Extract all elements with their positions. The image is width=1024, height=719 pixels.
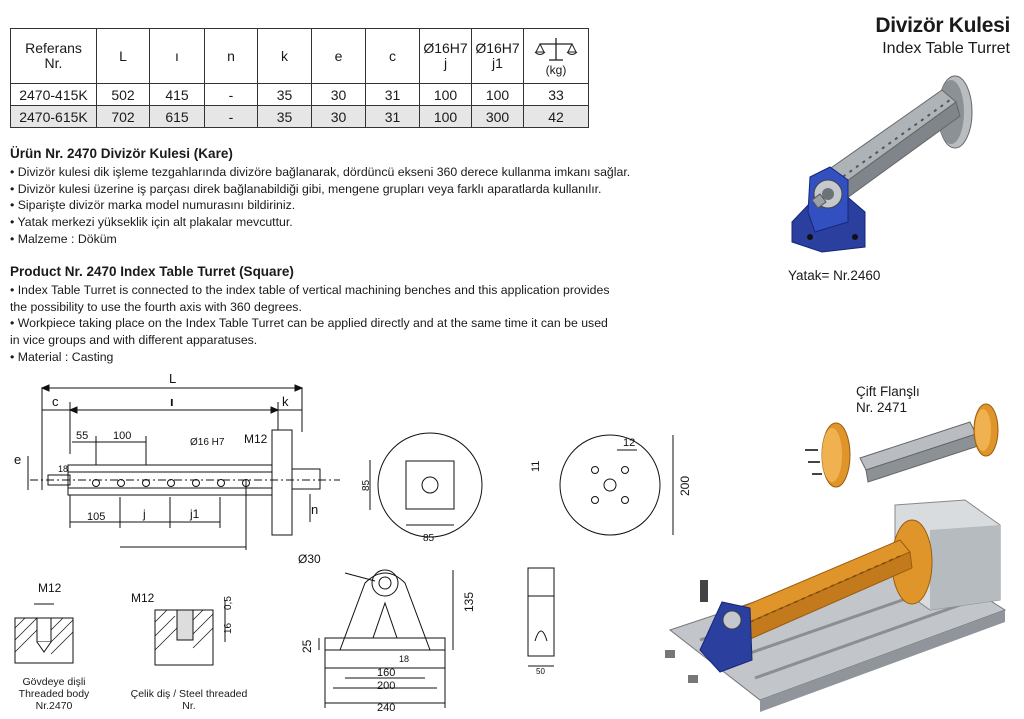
dim-135: 135 — [462, 591, 476, 612]
line-en: in vice groups and with different apparatuses. — [10, 333, 258, 348]
yatak-label: Yatak= Nr.2460 — [788, 268, 881, 283]
bearing-side-drawing — [525, 566, 565, 676]
thread-m12b: M12 — [131, 591, 155, 605]
threaded-body-label: Gövdeye dişli Threaded body Nr.2470 — [18, 676, 90, 712]
line-tr: • Divizör kulesi üzerine iş parçası direk bağlanabildiği gibi, mengene grupları veya farklı aparatlarda kullanılır. — [10, 181, 602, 196]
bearing-drawing — [295, 548, 475, 714]
dim-25: 25 — [300, 639, 314, 653]
thread-m12a: M12 — [38, 581, 62, 595]
dim-200: 200 — [678, 475, 692, 496]
dim-j1: j1 — [190, 507, 200, 521]
dim-j: j — [143, 507, 146, 521]
dim-50: 50 — [536, 667, 545, 676]
dim-e: e — [14, 452, 22, 467]
dim-160: 160 — [377, 667, 396, 679]
description-en — [10, 264, 609, 366]
line-tr: • Siparişte divizör marka model numurasını bildiriniz. — [10, 198, 296, 213]
dim-200b: 200 — [377, 680, 396, 692]
page-subtitle: Index Table Turret — [882, 40, 1010, 57]
dim-l: ı — [170, 394, 174, 409]
steel-thread-label: Çelik diş / Steel threaded Nr. — [130, 688, 248, 712]
col-header-j: Ø16H7 j — [420, 29, 472, 84]
line-en: the possibility to use the fourth axis with 360 degrees. — [10, 299, 302, 314]
col-header-j1: Ø16H7 j1 — [472, 29, 524, 84]
threaded-body-detail — [10, 578, 100, 670]
dim-30: Ø30 — [298, 552, 321, 566]
dim-k: k — [282, 394, 289, 409]
col-header-k: k — [258, 29, 312, 84]
line-en: • Workpiece taking place on the Index Table Turret can be applied directly and at the same time it can be used — [10, 316, 608, 331]
table-header-row — [11, 29, 589, 84]
double-flange-label: Çift Flanşlı Nr. 2471 — [856, 384, 920, 415]
dim-11: 11 — [530, 460, 542, 472]
spec-table — [10, 28, 589, 128]
line-en: • Material : Casting — [10, 349, 114, 364]
dim-55: 55 — [76, 430, 89, 442]
line-tr: • Divizör kulesi dik işleme tezgahlarında divizöre bağlanarak, dördüncü ekseni 360 derece kullanma imkanı sağlar. — [10, 164, 631, 179]
description-tr — [10, 146, 630, 248]
dim-85b: 85 — [423, 533, 435, 544]
dim-05: 0,5 — [223, 596, 234, 610]
heading-en: Product Nr. 2470 Index Table Turret (Square) — [10, 264, 294, 279]
col-header-c: c — [366, 29, 420, 84]
dim-18b: 18 — [399, 654, 410, 664]
line-tr: • Malzeme : Döküm — [10, 231, 117, 246]
col-header-l: ı — [150, 29, 205, 84]
line-tr: • Yatak merkezi yükseklik için alt plakalar mevcuttur. — [10, 215, 293, 230]
line-en: • Index Table Turret is connected to the index table of vertical machining benches and this application provides — [10, 282, 610, 297]
dim-m12: M12 — [244, 432, 268, 446]
scale-icon — [534, 36, 578, 62]
col-header-e: e — [312, 29, 366, 84]
page-title: Divizör Kulesi — [875, 14, 1010, 37]
dim-18: 18 — [58, 464, 69, 474]
side-view-drawing — [10, 372, 350, 550]
table-row: 2470-615K 702 615 - 35 30 31 100 300 42 — [11, 106, 589, 128]
dim-n: n — [311, 502, 319, 517]
steel-thread-detail — [125, 580, 255, 672]
table-row: 2470-415K 502 415 - 35 30 31 100 100 33 — [11, 84, 589, 106]
front-view-200 — [525, 428, 690, 553]
dim-16h7: Ø16 H7 — [190, 437, 225, 448]
col-header-kg: (kg) — [524, 29, 589, 84]
double-flange-image — [800, 400, 1020, 500]
title-block — [875, 14, 1010, 58]
dim-105: 105 — [87, 511, 106, 523]
front-view-85 — [360, 430, 490, 550]
assembly-image — [660, 490, 1010, 705]
dim-240: 240 — [377, 702, 396, 714]
col-header-L: L — [97, 29, 150, 84]
col-header-ref: Referans Nr. — [11, 29, 97, 84]
dim-85a: 85 — [361, 479, 372, 491]
dim-16: 16 — [223, 622, 234, 634]
dim-c: c — [52, 394, 59, 409]
dim-100: 100 — [113, 430, 132, 442]
dim-L: L — [169, 371, 177, 386]
col-header-n: n — [205, 29, 258, 84]
turret-product-image — [770, 72, 1010, 262]
heading-tr: Ürün Nr. 2470 Divizör Kulesi (Kare) — [10, 146, 233, 161]
dim-12: 12 — [623, 437, 636, 449]
